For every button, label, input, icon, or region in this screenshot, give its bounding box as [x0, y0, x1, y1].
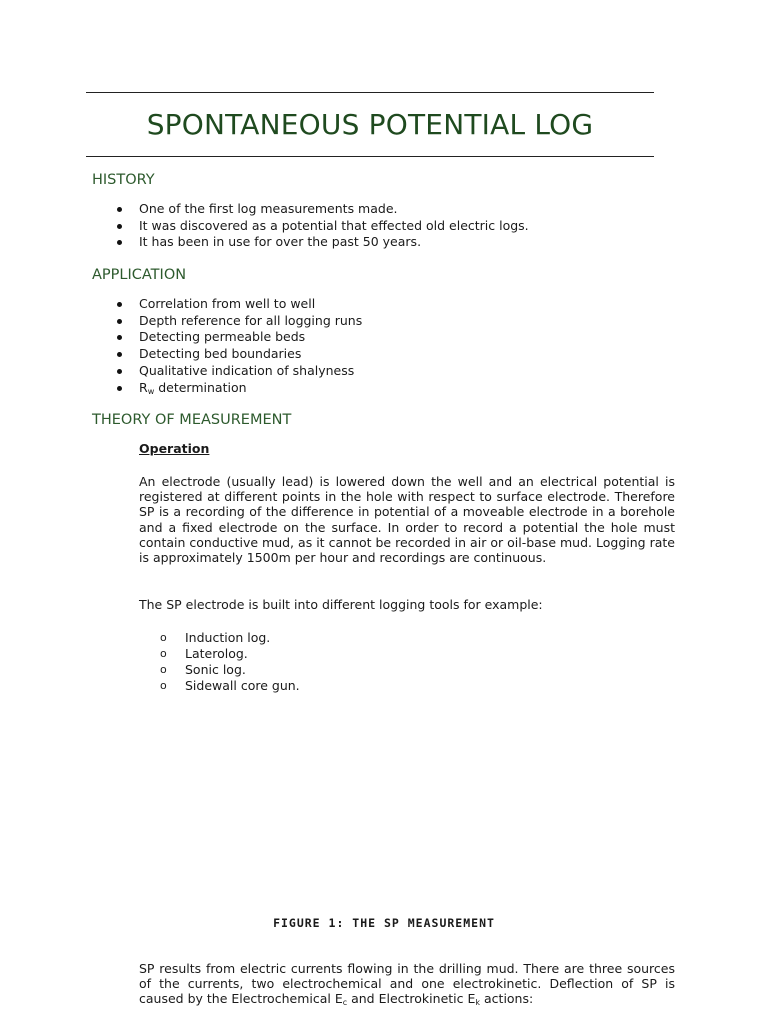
- list-item: Detecting permeable beds: [115, 329, 362, 346]
- theory-heading: THEORY OF MEASUREMENT: [92, 412, 292, 428]
- list-item: It has been in use for over the past 50 years.: [115, 234, 529, 251]
- page-title: SPONTANEOUS POTENTIAL LOG: [146, 108, 594, 141]
- list-item: Detecting bed boundaries: [115, 346, 362, 363]
- application-list: [115, 296, 362, 400]
- history-heading: HISTORY: [92, 172, 155, 188]
- operation-label: Operation: [139, 441, 210, 456]
- figure-caption: FIGURE 1: THE SP MEASUREMENT: [273, 916, 495, 930]
- list-item: o Sidewall core gun.: [160, 678, 300, 694]
- list-item: Correlation from well to well: [115, 296, 362, 313]
- list-item-rw: $R_w$ determination: [115, 380, 362, 401]
- list-item: Depth reference for all logging runs: [115, 313, 362, 330]
- title-top-rule: [86, 92, 654, 93]
- title-bottom-rule: [86, 156, 654, 157]
- application-heading: APPLICATION: [92, 267, 187, 283]
- sp-sources-paragraph: SP results from electric currents flowing in the drilling mud. There are three sources of the currents, two electrochemical and one electrokinetic. Deflection of SP is caused by the Electrochemical $E_c$ and Electrokinetic $E_k$ actions:: [139, 961, 675, 1008]
- operation-paragraph: An electrode (usually lead) is lowered down the well and an electrical potential is registered at different points in the hole with respect to surface electrode. Therefore SP is a recording of the difference in potential of a moveable electrode in a borehole and a fixed electrode on the surface. In order to record a potential the hole must contain conductive mud, as it cannot be recorded in air or oil-base mud. Logging rate is approximately 1500m per hour and recordings are continuous.: [139, 474, 675, 566]
- list-item: One of the first log measurements made.: [115, 201, 529, 218]
- list-item: Qualitative indication of shalyness: [115, 363, 362, 380]
- list-item: o Sonic log.: [160, 662, 300, 678]
- list-item: It was discovered as a potential that effected old electric logs.: [115, 218, 529, 235]
- list-item: o Induction log.: [160, 630, 300, 646]
- tools-intro-paragraph: The SP electrode is built into different logging tools for example:: [139, 597, 543, 612]
- history-list: [115, 201, 529, 251]
- tools-list: [160, 630, 300, 694]
- list-item: o Laterolog.: [160, 646, 300, 662]
